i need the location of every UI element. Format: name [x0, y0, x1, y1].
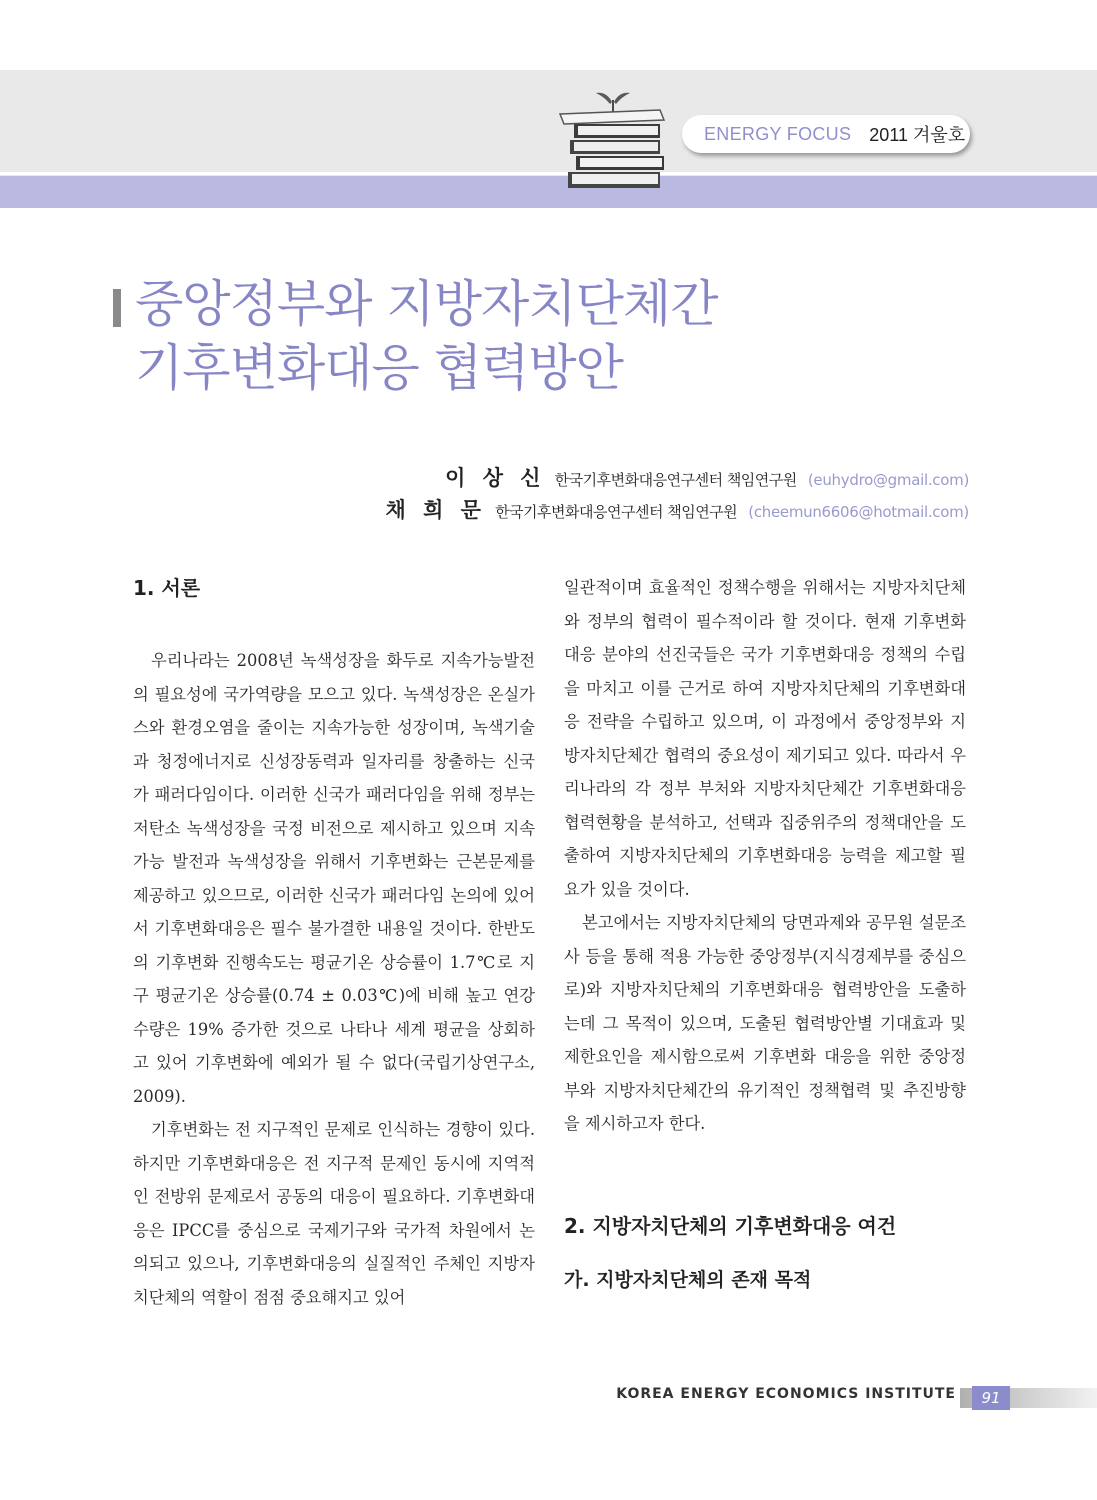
header-stripe: [0, 176, 1097, 208]
body-paragraph: 기후변화는 전 지구적인 문제로 인식하는 경향이 있다. 하지만 기후변화대응은 전 지구적 문제인 동시에 지역적인 전방위 문제로서 공동의 대응이 필요하다. 기후변화대응은 IPCC를 중심으로 국제기구와 국가적 차원에서 논의되고 있으나, 기후변화대응의 실질적인 주체인 지방자치단체의 역할이 점점 중요해지고 있어: [133, 1120, 535, 1307]
section-1-heading: 1. 서론: [133, 576, 201, 600]
article-title: [135, 272, 718, 400]
right-column: [564, 571, 966, 1297]
body-paragraph: 우리나라는 2008년 녹색성장을 화두로 지속가능발전의 필요성에 국가역량을 모으고 있다. 녹색성장은 온실가스와 환경오염을 줄이는 지속가능한 성장이며, 녹색기술과 청정에너지로 신성장동력과 일자리를 창출하는 신국가 패러다임이다. 이러한 신국가 패러다임을 위해 정부는 저탄소 녹색성장을 국정 비전으로 제시하고 있으며 지속가능 발전과 녹색성장을 위해서 기후변화는 근본문제를 제공하고 있으므로, 이러한 신국가 패러다임 논의에 있어서 기후변화대응은 필수 불가결한 내용일 것이다. 한반도의 기후변화 진행속도는 평균기온 상승률이 1.7℃로 지구 평균기온 상승률(0.74 ± 0.03℃)에 비해 높고 연강수량은 19% 증가한 것으로 나타나 세계 평균을 상회하고 있어 기후변화에 예외가 될 수 없다(국립기상연구소, 2009).: [133, 651, 535, 1106]
issue-label: 2011 겨울호: [869, 125, 966, 145]
author-line: [385, 462, 969, 494]
book-stack-icon: [556, 86, 668, 196]
subsection-heading: 가. 지방자치단체의 존재 목적: [564, 1268, 812, 1291]
title-line-1: 중앙정부와 지방자치단체간: [135, 275, 718, 333]
author-affiliation: 한국기후변화대응연구센터 책임연구원: [495, 503, 738, 521]
author-block: [385, 462, 969, 526]
body-paragraph: 본고에서는 지방자치단체의 당면과제와 공무원 설문조사 등을 통해 적용 가능한 중앙정부(지식경제부를 중심으로)와 지방자치단체의 기후변화대응 협력방안을 도출하는데 그 목적이 있으며, 도출된 협력방안별 기대효과 및 제한요인을 제시함으로써 기후변화 대응을 위한 중앙정부와 지방자치단체간의 유기적인 정책협력 및 추진방향을 제시하고자 한다.: [564, 913, 966, 1133]
author-email[interactable]: (euhydro@gmail.com): [807, 471, 969, 489]
header-divider: [0, 172, 1097, 175]
author-name: 채 희 문: [385, 498, 486, 522]
page-number: 91: [972, 1386, 1010, 1410]
issue-badge: [682, 115, 970, 153]
left-column: [133, 571, 535, 1314]
author-email[interactable]: (cheemun6606@hotmail.com): [748, 503, 969, 521]
title-line-2: 기후변화대응 협력방안: [135, 339, 623, 397]
footer-institute: KOREA ENERGY ECONOMICS INSTITUTE: [616, 1386, 956, 1402]
magazine-brand: ENERGY FOCUS: [704, 123, 852, 144]
author-line: [385, 494, 969, 526]
title-accent-bar: [113, 289, 121, 327]
body-paragraph: 일관적이며 효율적인 정책수행을 위해서는 지방자치단체와 정부의 협력이 필수적이라 할 것이다. 현재 기후변화대응 분야의 선진국들은 국가 기후변화대응 정책의 수립을 마치고 이를 근거로 하여 지방자치단체의 기후변화대응 전략을 수립하고 있으며, 이 과정에서 중앙정부와 지방자치단체간 협력의 중요성이 제기되고 있다. 따라서 우리나라의 각 정부 부처와 지방자치단체간 기후변화대응 협력현황을 분석하고, 선택과 집중위주의 정책대안을 도출하여 지방자치단체의 기후변화대응 능력을 제고할 필요가 있을 것이다.: [564, 578, 966, 899]
author-affiliation: 한국기후변화대응연구센터 책임연구원: [554, 471, 797, 489]
section-2-heading: 2. 지방자치단체의 기후변화대응 여건: [564, 1213, 897, 1238]
author-name: 이 상 신: [445, 466, 546, 490]
